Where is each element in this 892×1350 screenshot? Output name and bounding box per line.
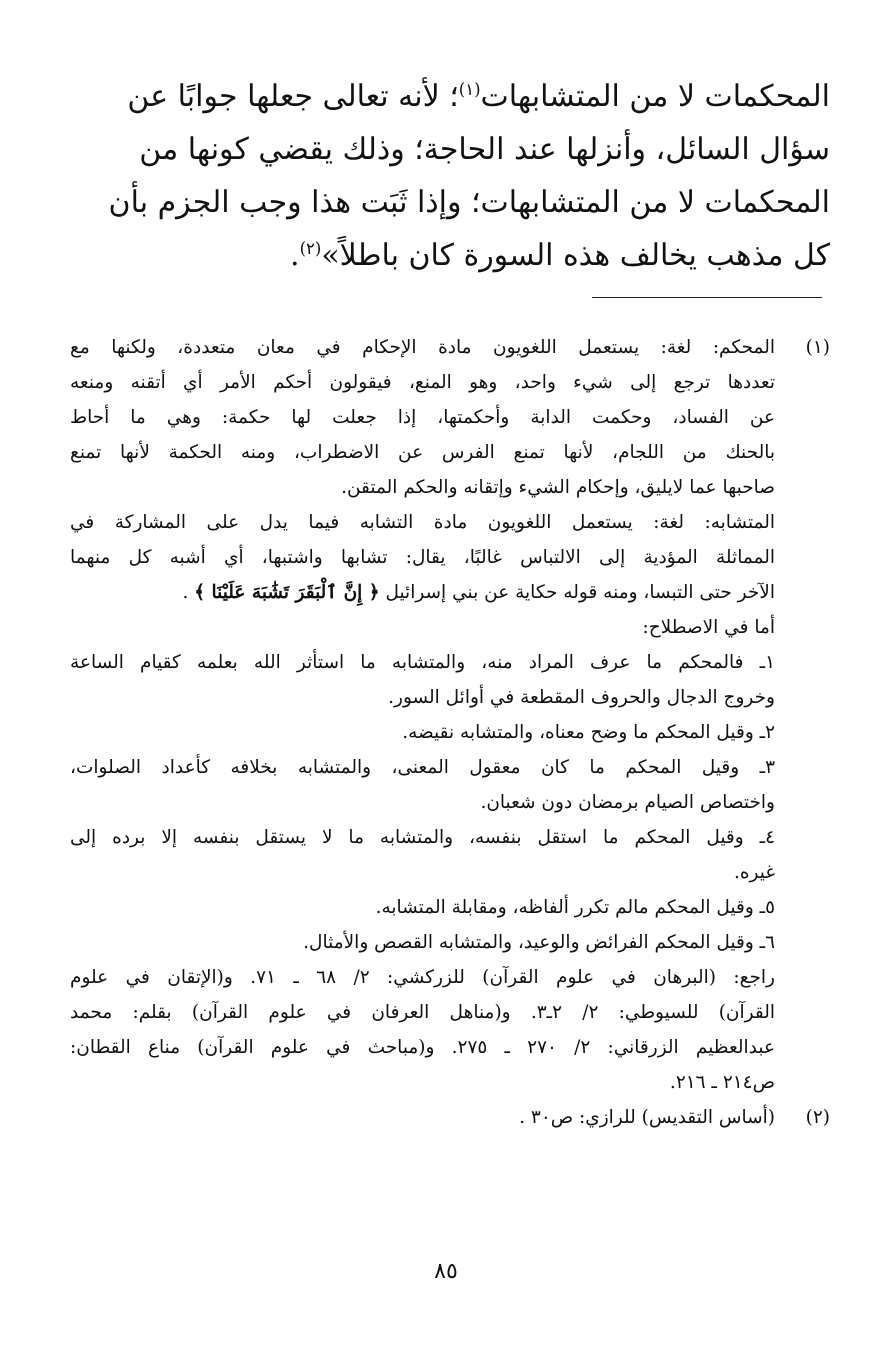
- footnote-line: ص٢١٤ ـ ٢١٦.: [669, 1072, 775, 1093]
- footnote-line: تعددها ترجع إلى شيء واحد، وهو المنع، فيقولون أحكم الأمر أي أتقنه ومنعه: [70, 372, 775, 393]
- footnote-2: [70, 1100, 830, 1135]
- footnote-1: [70, 330, 830, 1100]
- footnote-separator: [592, 297, 822, 298]
- footnote-line: المحكم: لغة: يستعمل اللغويون مادة الإحكام في معان متعددة، ولكنها مع: [70, 337, 775, 358]
- quran-verse: ﴿ إِنَّ ٱلْبَقَرَ تَشَٰبَهَ عَلَيْنَا ﴾: [194, 582, 380, 603]
- footnote-line: ٦ـ وقيل المحكم الفرائض والوعيد، والمتشابه القصص والأمثال.: [303, 932, 775, 953]
- page-number: ٨٥: [434, 1259, 458, 1284]
- footnote-line: ٥ـ وقيل المحكم مالم تكرر ألفاظه، ومقابلة المتشابه.: [375, 897, 775, 918]
- footnote-line: غيره.: [733, 862, 775, 883]
- footnote-line: المتشابه: لغة: يستعمل اللغويون مادة التشابه فيما يدل على المشاركة في: [70, 512, 775, 533]
- footnote-line: راجع: (البرهان في علوم القرآن) للزركشي: ٢/ ٦٨ ـ ٧١. و(الإتقان في علوم: [70, 967, 775, 988]
- footnote-line: صاحبها عما لايليق، وإحكام الشيء وإتقانه والحكم المتقن.: [341, 477, 775, 498]
- main-line: المحكمات لا من المتشابهات؛ وإذا ثَبَت هذا وجب الجزم بأن: [108, 185, 830, 220]
- footnote-line: أما في الاصطلاح:: [642, 617, 775, 638]
- footnote-line: بالحنك من اللجام، لأنها تمنع الفرس عن الاضطراب، ومنه الحكمة لأنها تمنع: [70, 442, 775, 463]
- footnote-line: ١ـ فالمحكم ما عرف المراد منه، والمتشابه ما استأثر الله بعلمه كقيام الساعة: [70, 652, 775, 673]
- footnote-line: (أساس التقديس) للرازي: ص٣٠ .: [519, 1107, 775, 1128]
- main-line: كل مذهب يخالف هذه السورة كان باطلاً»$^{(٢)}$.: [290, 238, 830, 273]
- footnote-line: المماثلة المؤدية إلى الالتباس غالبًا، يقال: تشابها واشتبها، أي أشبه كل منهما: [70, 547, 775, 568]
- footnote-ref-1[interactable]: (١): [458, 80, 481, 99]
- footnote-body: [70, 1100, 775, 1135]
- footnotes: [70, 330, 830, 1135]
- footnote-line: ٤ـ وقيل المحكم ما استقل بنفسه، والمتشابه ما لا يستقل بنفسه إلا برده إلى: [70, 827, 775, 848]
- footnote-line: الآخر حتى التبسا، ومنه قوله حكاية عن بني إسرائيل ﴿ إِنَّ ٱلْبَقَرَ تَشَٰبَهَ عَلَيْنَا ﴾ .: [182, 582, 775, 603]
- footnote-body: [70, 330, 775, 1100]
- footnote-line: ٢ـ وقيل المحكم ما وضح معناه، والمتشابه نقيضه.: [402, 722, 775, 743]
- footnote-line: القرآن) للسيوطي: ٢/ ٢ـ٣. و(مناهل العرفان في علوم القرآن) بقلم: محمد: [70, 1002, 775, 1023]
- footnote-ref-2[interactable]: (٢): [299, 239, 322, 258]
- footnote-line: عبدالعظيم الزرقاني: ٢/ ٢٧٠ ـ ٢٧٥. و(مباحث في علوم القرآن) مناع القطان:: [70, 1037, 775, 1058]
- footnote-line: واختصاص الصيام برمضان دون شعبان.: [480, 792, 775, 813]
- main-line: سؤال السائل، وأنزلها عند الحاجة؛ وذلك يقضي كونها من: [139, 132, 830, 167]
- footnote-number: (٢): [805, 1107, 830, 1128]
- footnote-line: ٣ـ وقيل المحكم ما كان معقول المعنى، والمتشابه بخلافه كأعداد الصلوات،: [70, 757, 775, 778]
- footnote-number: (١): [805, 337, 830, 358]
- main-text: [70, 70, 830, 282]
- footnote-line: وخروج الدجال والحروف المقطعة في أوائل السور.: [388, 687, 775, 708]
- main-line: المحكمات لا من المتشابهات$^{(١)}$؛ لأنه تعالى جعلها جوابًا عن: [127, 79, 830, 114]
- footnote-line: عن الفساد، وحكمت الدابة وأحكمتها، إذا جعلت لها حكمة: وهي ما أحاط: [70, 407, 775, 428]
